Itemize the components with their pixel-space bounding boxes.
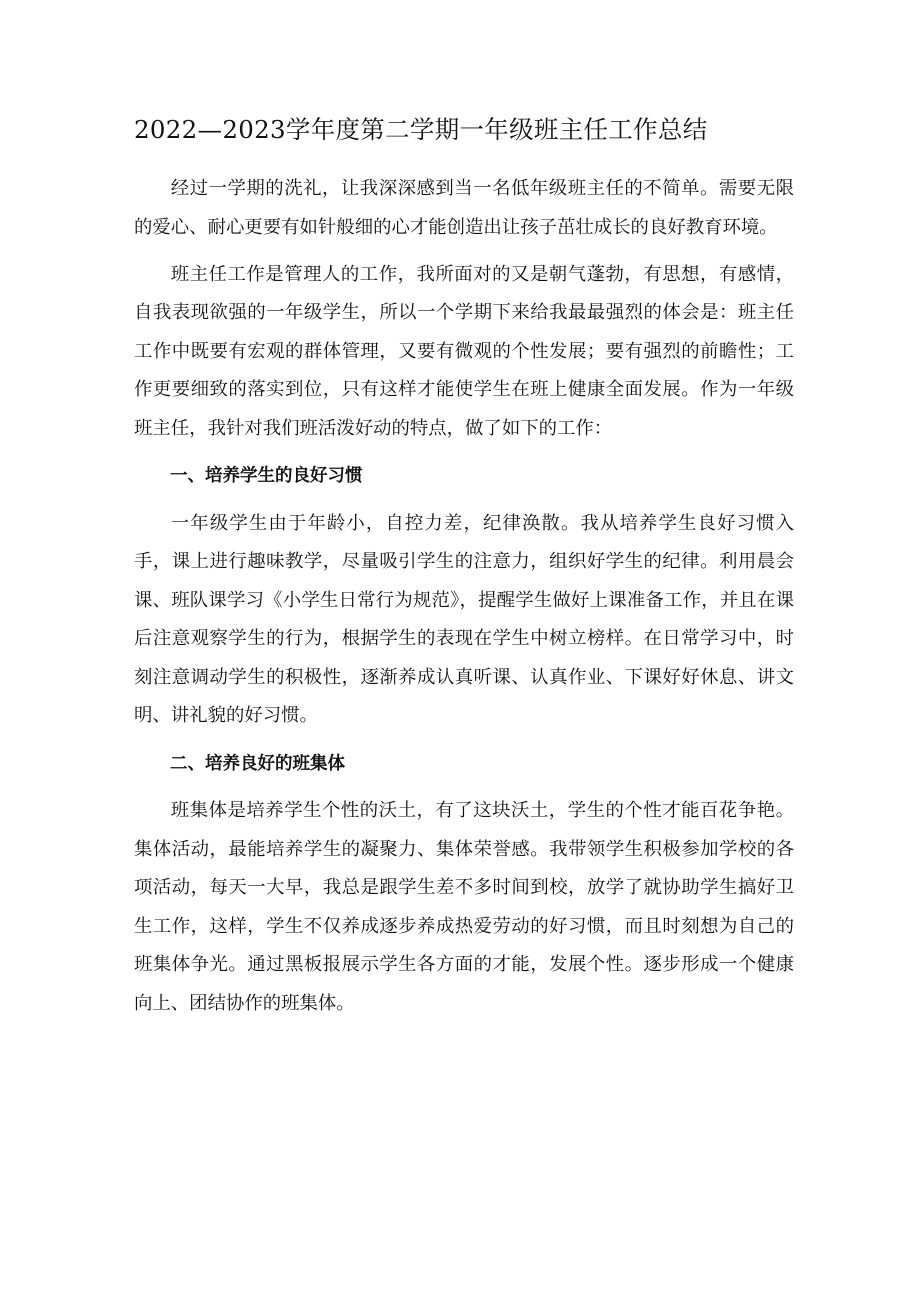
document-title: 2022—2023学年度第二学期一年级班主任工作总结 <box>134 115 708 144</box>
intro-paragraph-2: 班主任工作是管理人的工作，我所面对的又是朝气蓬勃，有思想，有感情，自我表现欲强的一年级学生，所以一个学期下来给我最最强烈的体会是：班主任工作中既要有宏观的群体管理，又要有微观的个性发展；要有强烈的前瞻性；工作更要细致的落实到位，只有这样才能使学生在班上健康全面发展。作为一年级班主任，我针对我们班活泼好动的特点，做了如下的工作： <box>134 263 794 439</box>
section-heading-class-collective: 二、培养良好的班集体 <box>170 753 345 774</box>
section-text-habits: 一年级学生由于年龄小，自控力差，纪律涣散。我从培养学生良好习惯入手，课上进行趣味教学，尽量吸引学生的注意力，组织好学生的纪律。利用晨会课、班队课学习《小学生日常行为规范》，提醒学生做好上课准备工作，并且在课后注意观察学生的行为，根据学生的表现在学生中树立榜样。在日常学习中，时刻注意调动学生的积极性，逐渐养成认真听课、认真作业、下课好好休息、讲文明、讲礼貌的好习惯。 <box>134 512 794 726</box>
intro-paragraph-1: 经过一学期的洗礼，让我深深感到当一名低年级班主任的不简单。需要无限的爱心、耐心更要有如针般细的心才能创造出让孩子茁壮成长的良好教育环境。 <box>134 178 794 238</box>
section-heading-habits: 一、培养学生的良好习惯 <box>170 466 363 486</box>
section-text-class-collective: 班集体是培养学生个性的沃土，有了这块沃土，学生的个性才能百花争艳。集体活动，最能培养学生的凝聚力、集体荣誉感。我带领学生积极参加学校的各项活动，每天一大早，我总是跟学生差不多时间到校，放学了就协助学生搞好卫生工作，这样，学生不仅养成逐步养成热爱劳动的好习惯，而且时刻想为自己的班集体争光。通过黑板报展示学生各方面的才能，发展个性。逐步形成一个健康向上、团结协作的班集体。 <box>134 800 794 1014</box>
document-body <box>134 170 794 1023</box>
